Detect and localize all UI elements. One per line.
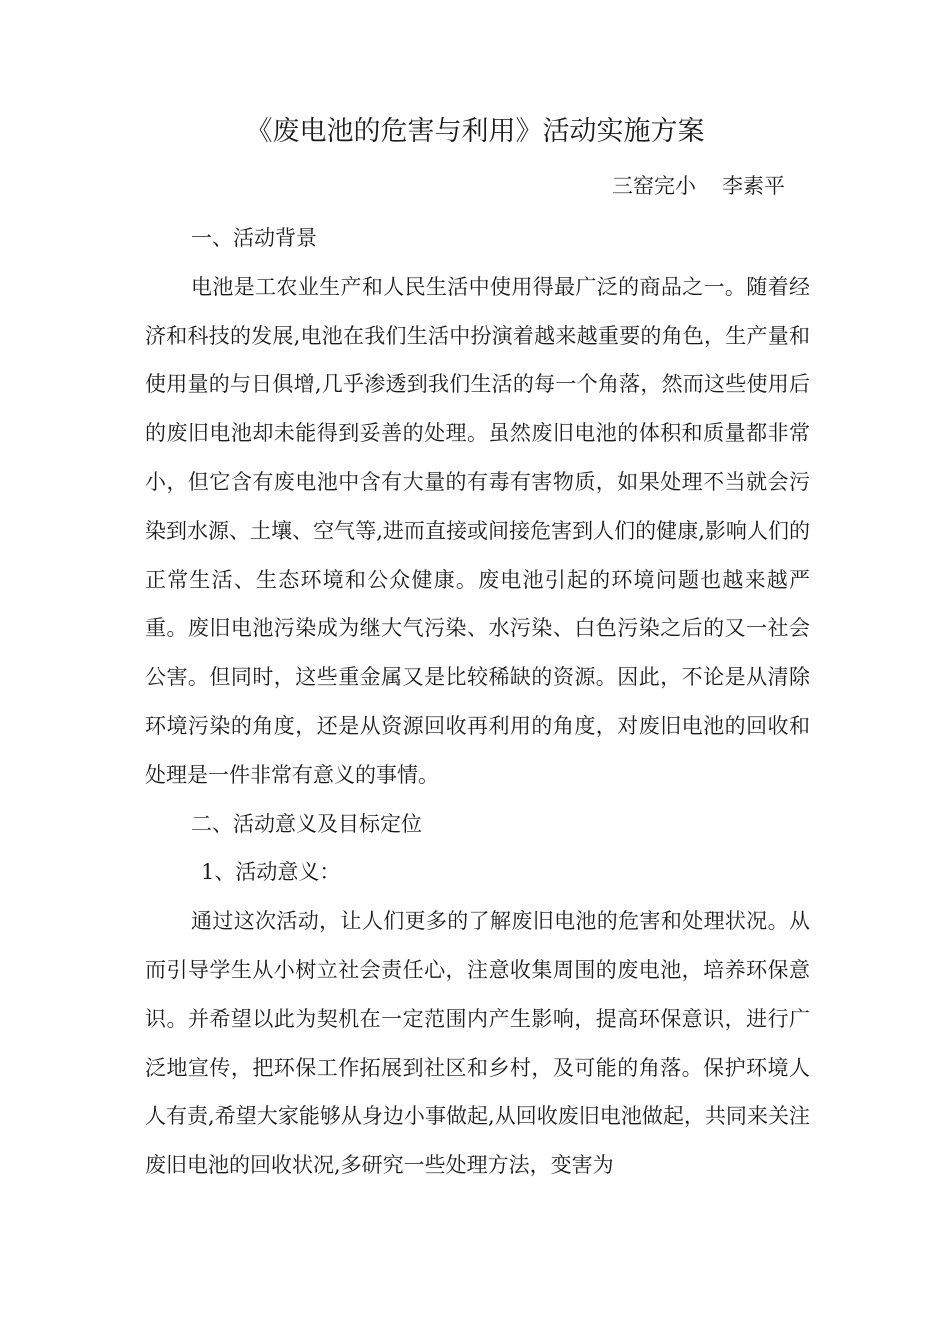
author-name: 李素平	[722, 174, 785, 198]
document-body	[145, 214, 810, 1190]
subheading-activity-significance: 1、活动意义：	[201, 860, 341, 885]
section-heading-significance: 二、活动意义及目标定位	[191, 811, 422, 836]
paragraph-significance: 通过这次活动，让人们更多的了解废旧电池的危害和处理状况。从而引导学生从小树立社会责任心，注意收集周围的废电池，培养环保意识。并希望以此为契机在一定范围内产生影响，提高环保意识，进行广泛地宣传，把环保工作拓展到社区和乡村，及可能的角落。保护环境人人有责,希望大家能够从身边小事做起,从回收废旧电池做起，共同来关注废旧电池的回收状况,多研究一些处理方法，变害为	[145, 909, 810, 1178]
author-line	[612, 170, 785, 202]
author-school: 三窑完小	[612, 174, 696, 198]
paragraph-background: 电池是工农业生产和人民生活中使用得最广泛的商品之一。随着经济和科技的发展,电池在我们生活中扮演着越来越重要的角色，生产量和使用量的与日俱增,几乎渗透到我们生活的每一个角落，然而这些使用后的废旧电池却未能得到妥善的处理。虽然废旧电池的体积和质量都非常小，但它含有废电池中含有大量的有毒有害物质，如果处理不当就会污染到水源、土壤、空气等,进而直接或间接危害到人们的健康,影响人们的正常生活、生态环境和公众健康。废电池引起的环境问题也越来越严重。废旧电池污染成为继大气污染、水污染、白色污染之后的又一社会公害。但同时，这些重金属又是比较稀缺的资源。因此，不论是从清除环境污染的角度，还是从资源回收再利用的角度，对废旧电池的回收和处理是一件非常有意义的事情。	[145, 274, 810, 787]
section-heading-background: 一、活动背景	[191, 226, 317, 250]
document-title: 《废电池的危害与利用》活动实施方案	[245, 116, 705, 147]
